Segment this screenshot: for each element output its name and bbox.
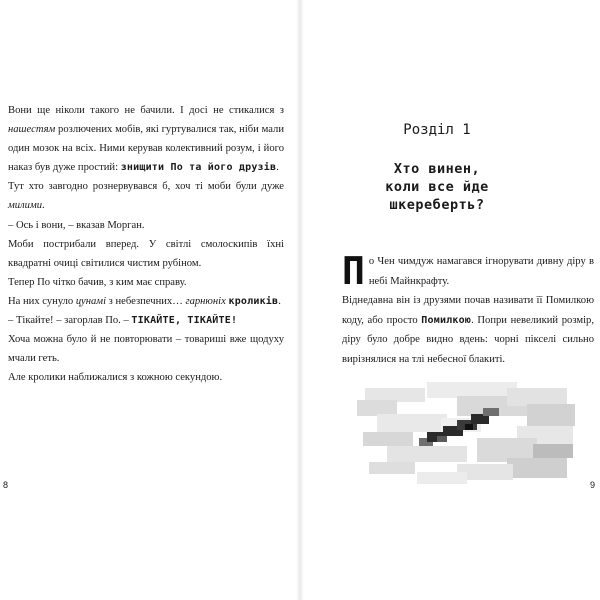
chapter-title-line: коли все йде <box>385 179 489 195</box>
right-page-number: 9 <box>590 480 596 490</box>
pixel-text: ТІКАЙТЕ, ТІКАЙТЕ! <box>131 315 238 327</box>
chapter-title <box>302 160 572 214</box>
left-page-number: 8 <box>3 480 9 490</box>
italic-text: цунамі <box>75 295 107 307</box>
paragraph: Але кролики наближалися з кожною секундою. <box>8 372 223 384</box>
left-page <box>0 0 298 600</box>
left-page-text <box>8 101 284 387</box>
pixel-text: кроликів <box>228 295 279 307</box>
italic-text: милими <box>8 200 43 212</box>
paragraph: – Ось і вони, – вказав Морган. <box>8 219 145 231</box>
paragraph: Віднедавна він із друзями почав називати її Помилкою коду, або просто Помилкою. Попри невеликий розмір, діру було добре видно вдень: чорні пікселі сильно вирізнялися на тлі небесної блакиті. <box>342 295 594 365</box>
paragraph: Вони ще ніколи такого не бачили. І досі не стикалися з нашестям розлючених мобів, які гуртувалися так, ніби мали один мозок на всіх. Ними керував колективний розум, і його наказ був дуже простий: знищити По та його друзів. <box>8 105 284 174</box>
pixel-text: Помилкою <box>421 314 472 326</box>
drop-cap: П <box>342 249 365 293</box>
sky-patches <box>357 382 575 484</box>
right-page-paragraphs <box>342 249 594 370</box>
italic-text: нашестям <box>8 124 56 136</box>
sky-glitch-illustration <box>357 378 579 488</box>
chapter-label: Розділ 1 <box>403 122 471 138</box>
paragraph: о Чен чимдуж намагався ігнорувати дивну діру в небі Майнкрафту. <box>368 256 594 287</box>
paragraph: Хоча можна було й не повторювати – товариші вже щодуху мчали геть. <box>8 334 284 365</box>
paragraph: На них сунуло цунамі з небезпечних… гарнюніх кроликів. <box>8 295 281 307</box>
paragraph: Моби пострибали вперед. У світлі смолоскипів їхні квадратні очиці світилися чистим рубіном. <box>8 238 284 269</box>
paragraph: – Тікайте! – загорлав По. – ТІКАЙТЕ, ТІКАЙТЕ! <box>8 315 238 327</box>
right-page-text <box>342 249 594 370</box>
pixel-text: знищити По та його друзів <box>120 162 277 174</box>
italic-text: гарнюніх <box>185 295 226 307</box>
paragraph: Тепер По чітко бачив, з ким має справу. <box>8 276 187 288</box>
chapter-title-line: Хто винен, <box>393 161 481 177</box>
chapter-title-line: шкереберть? <box>389 197 485 213</box>
right-page <box>302 0 600 600</box>
paragraph: Тут хто завгодно рознервувався б, хоч ті моби були дуже милими. <box>8 181 284 212</box>
